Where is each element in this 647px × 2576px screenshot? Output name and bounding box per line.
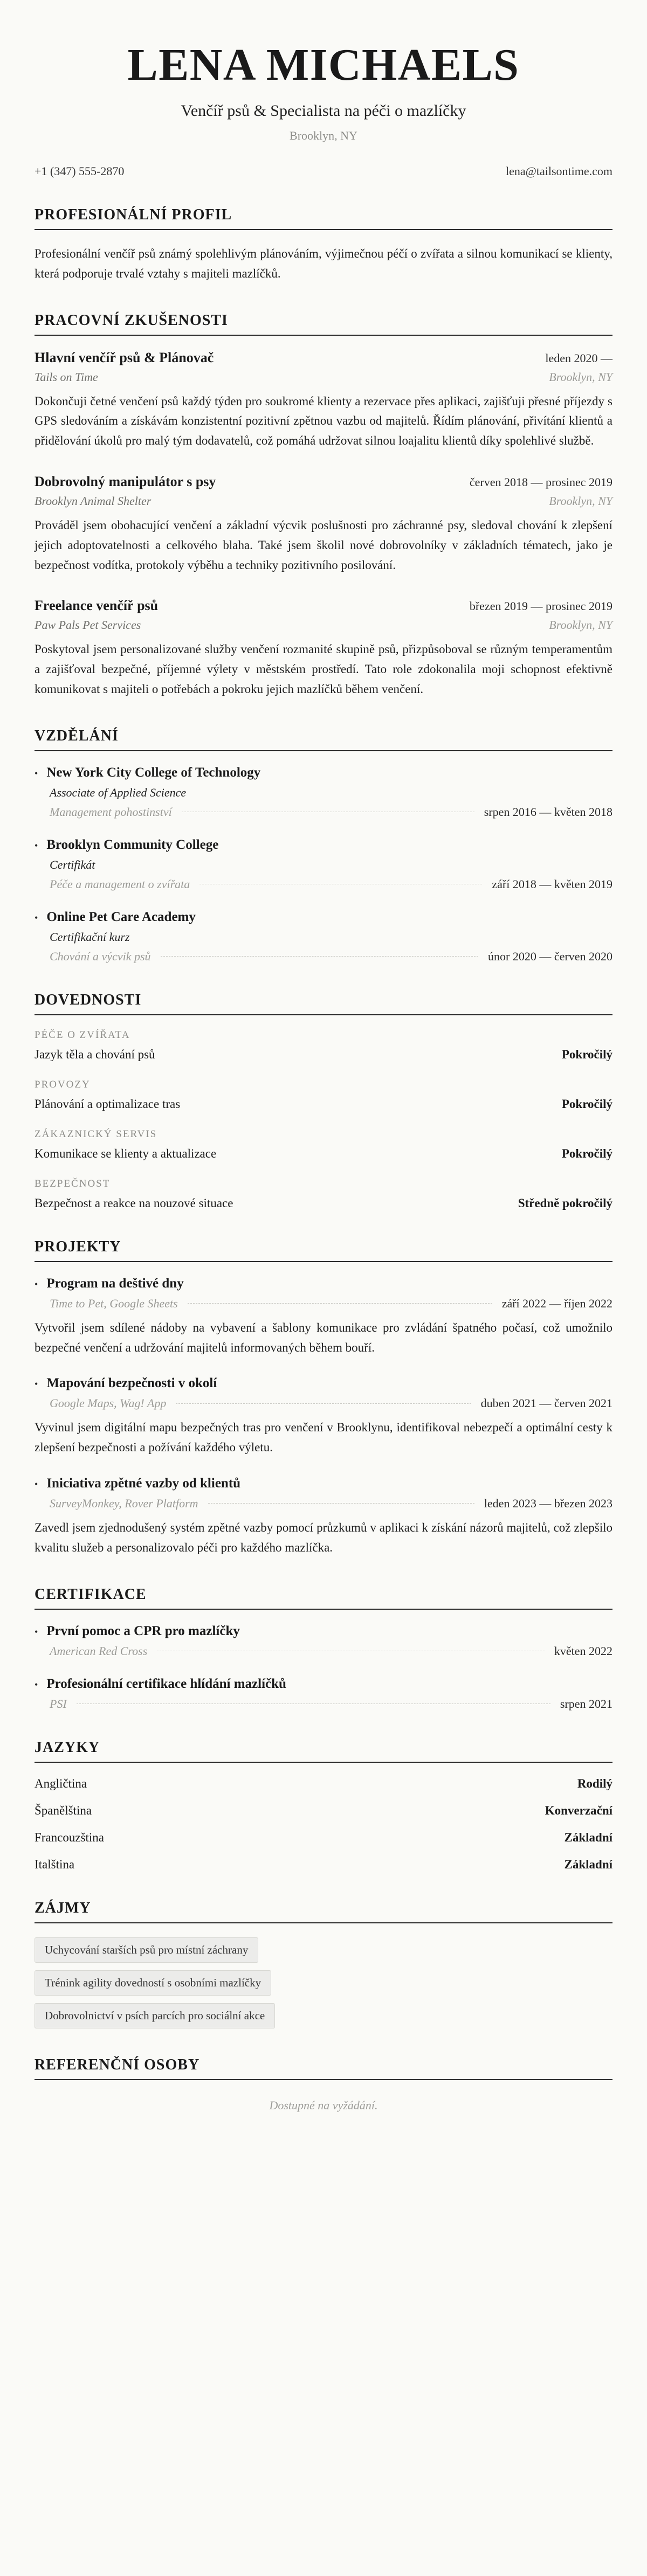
section-experience <box>35 312 612 700</box>
project-dates: září 2022 — říjen 2022 <box>501 1296 612 1310</box>
field-of-study: Péče a management o zvířata <box>50 877 190 891</box>
skill-level: Pokročilý <box>561 1146 612 1160</box>
dotted-leader <box>208 1503 474 1504</box>
project-tools: Time to Pet, Google Sheets <box>50 1296 178 1310</box>
certification-entry <box>35 1624 612 1658</box>
job-dates: leden 2020 — <box>545 351 612 365</box>
project-details <box>35 1497 612 1511</box>
section-heading-interests: ZÁJMY <box>35 1900 612 1923</box>
profile-text: Profesionální venčíř psů známý spolehlivým plánováním, výjimečnou péčí o zvířata a silnou komunikací se klienty, která podporuje trvalé vztahy s majiteli mazlíčků. <box>35 247 612 280</box>
education-field-row <box>50 877 612 891</box>
project-description: Vytvořil jsem sdílené nádoby na vybavení a šablony komunikace pro zvládání špatného počasí, což umožnilo bezpečné venčení a udržování majitelů informovaných během bouří. <box>35 1320 612 1354</box>
language-level: Rodilý <box>577 1776 612 1790</box>
project-tools: SurveyMonkey, Rover Platform <box>50 1496 198 1510</box>
section-heading-education: VZDĚLÁNÍ <box>35 728 612 751</box>
experience-entry <box>35 474 612 575</box>
job-company: Paw Pals Pet Services <box>35 618 141 632</box>
section-profile <box>35 206 612 284</box>
job-dates: červen 2018 — prosinec 2019 <box>469 475 612 489</box>
certification-date: květen 2022 <box>554 1644 612 1658</box>
references-note: Dostupné na vyžádání. <box>269 2098 378 2112</box>
dotted-leader <box>176 1403 471 1404</box>
project-description: Zavedl jsem zjednodušený systém zpětné vazby pomocí průzkumů v aplikaci k získání názorů majitelů, což zlepšilo kvalitu služeb a personalizovalo péči pro každého mazlíčka. <box>35 1520 612 1554</box>
education-entry <box>35 765 612 819</box>
job-description: Prováděl jsem obohacující venčení a základní výcvik poslušnosti pro záchranné psy, sledoval chování k zlepšení jejich adoptovatelnosti a celkového blaha. Také jsem školil nové dobrovolníky v základních tématech, jako je bezpečnost vodítka, protokoly výběhu a techniky pozitivního posilování. <box>35 518 612 572</box>
skill-row <box>35 1048 612 1062</box>
skill-group <box>35 1128 612 1161</box>
skill-level: Středně pokročilý <box>518 1196 612 1210</box>
field-of-study: Management pohostinství <box>50 805 172 819</box>
skill-row <box>35 1196 612 1210</box>
section-heading-projects: PROJEKTY <box>35 1238 612 1262</box>
job-location: Brooklyn, NY <box>549 494 612 508</box>
skill-level: Pokročilý <box>561 1097 612 1111</box>
skill-name: Plánování a optimalizace tras <box>35 1097 181 1111</box>
skill-category: BEZPEČNOST <box>35 1178 111 1189</box>
education-field-row <box>50 805 612 819</box>
phone-number: +1 (347) 555-2870 <box>35 164 125 178</box>
section-languages <box>35 1739 612 1872</box>
language-row <box>35 1804 612 1818</box>
education-entry <box>35 837 612 891</box>
project-dates: duben 2021 — červen 2021 <box>480 1396 612 1410</box>
skill-category: ZÁKAZNICKÝ SERVIS <box>35 1128 157 1140</box>
job-dates: březen 2019 — prosinec 2019 <box>469 599 612 613</box>
certification-details <box>35 1697 612 1711</box>
language-name: Španělština <box>35 1803 92 1817</box>
interest-tag: Dobrovolnictví v psích parcích pro sociální akce <box>35 2003 275 2028</box>
education-details <box>35 786 612 819</box>
section-heading-languages: JAZYKY <box>35 1739 612 1763</box>
project-name: • Iniciativa zpětné vazby od klientů <box>35 1476 612 1491</box>
certification-name: • První pomoc a CPR pro mazlíčky <box>35 1624 612 1639</box>
contact-row <box>35 164 612 178</box>
language-name: Francouzština <box>35 1830 105 1844</box>
skill-name: Komunikace se klienty a aktualizace <box>35 1146 217 1160</box>
job-title-row <box>35 350 612 366</box>
project-tools: Google Maps, Wag! App <box>50 1396 167 1410</box>
project-details <box>35 1297 612 1311</box>
education-dates: únor 2020 — červen 2020 <box>488 949 612 963</box>
job-company: Brooklyn Animal Shelter <box>35 494 152 508</box>
job-location: Brooklyn, NY <box>549 618 612 632</box>
skill-group <box>35 1178 612 1210</box>
degree: Certifikační kurz <box>50 930 130 944</box>
interest-tag: Uchycování starších psů pro místní záchrany <box>35 1937 258 1963</box>
school-name: • Online Pet Care Academy <box>35 910 612 925</box>
interest-tag: Trénink agility dovedností s osobními mazlíčky <box>35 1970 271 1996</box>
project-dates: leden 2023 — březen 2023 <box>484 1496 612 1510</box>
dotted-leader <box>161 956 478 957</box>
skill-name: Jazyk těla a chování psů <box>35 1047 155 1061</box>
education-dates: září 2018 — květen 2019 <box>492 877 612 891</box>
section-projects <box>35 1238 612 1558</box>
person-name: LENA MICHAELS <box>127 40 520 90</box>
job-description: Poskytoval jsem personalizované služby venčení rozmanité skupině psů, přizpůsoboval se různým temperamentům a zajišťoval bezpečné, příjemné výlety v městském prostředí. Tato role zdokonalila moji schopnost efektivně komunikovat s majiteli o potřebách a pokroku jejich mazlíčků během venčení. <box>35 642 612 696</box>
experience-entry <box>35 598 612 699</box>
job-title-row <box>35 598 612 614</box>
skill-group <box>35 1079 612 1111</box>
section-heading-skills: DOVEDNOSTI <box>35 992 612 1015</box>
skill-row <box>35 1147 612 1161</box>
language-level: Konverzační <box>545 1803 612 1817</box>
education-dates: srpen 2016 — květen 2018 <box>484 805 612 819</box>
education-field-row <box>50 950 612 964</box>
dotted-leader <box>188 1303 492 1304</box>
certification-issuer: American Red Cross <box>50 1644 148 1658</box>
language-row <box>35 1858 612 1872</box>
section-certifications <box>35 1586 612 1711</box>
job-company: Tails on Time <box>35 370 98 384</box>
experience-entry <box>35 350 612 451</box>
education-entry <box>35 910 612 964</box>
person-location: Brooklyn, NY <box>290 129 357 142</box>
section-heading-certifications: CERTIFIKACE <box>35 1586 612 1610</box>
project-entry <box>35 1276 612 1358</box>
job-meta-row <box>35 370 612 384</box>
certification-details <box>35 1644 612 1658</box>
interest-tags <box>35 1937 612 2028</box>
certification-name: • Profesionální certifikace hlídání mazlíčků <box>35 1677 612 1692</box>
language-level: Základní <box>564 1830 612 1844</box>
section-heading-experience: PRACOVNÍ ZKUŠENOSTI <box>35 312 612 336</box>
skill-category: PROVOZY <box>35 1078 91 1090</box>
certification-meta-row <box>50 1697 612 1711</box>
skill-group <box>35 1029 612 1062</box>
section-interests <box>35 1900 612 2028</box>
school-name: • Brooklyn Community College <box>35 837 612 853</box>
language-row <box>35 1777 612 1791</box>
certification-meta-row <box>50 1644 612 1658</box>
language-name: Angličtina <box>35 1776 87 1790</box>
email-address: lena@tailsontime.com <box>505 164 612 178</box>
project-meta-row <box>50 1497 612 1511</box>
section-education <box>35 728 612 964</box>
job-title: Hlavní venčíř psů & Plánovač <box>35 349 214 365</box>
job-meta-row <box>35 494 612 508</box>
skill-name: Bezpečnost a reakce na nouzové situace <box>35 1196 233 1210</box>
project-meta-row <box>50 1297 612 1311</box>
resume-header <box>35 39 612 178</box>
school-name: • New York City College of Technology <box>35 765 612 780</box>
language-name: Italština <box>35 1857 75 1871</box>
section-heading-profile: PROFESIONÁLNÍ PROFIL <box>35 206 612 230</box>
language-row <box>35 1831 612 1845</box>
project-name: • Mapování bezpečnosti v okolí <box>35 1376 612 1391</box>
job-title: Freelance venčíř psů <box>35 598 159 614</box>
skill-category: PÉČE O ZVÍŘATA <box>35 1029 130 1041</box>
field-of-study: Chování a výcvik psů <box>50 949 151 963</box>
job-description: Dokončuji četné venčení psů každý týden pro soukromé klienty a rezervace přes aplikaci, zajišťuji přesné příjezdy s GPS sledováním a získávám konzistentní pozitivní zpětnou vazbu od majitelů. Řídím plánování, přivítání klientů a přidělování úkolů pro malý tým dodavatelů, což pomáhá udržovat silnou loajalitu klientů díky spolehlivé službě. <box>35 394 612 448</box>
certification-date: srpen 2021 <box>560 1696 612 1711</box>
certification-issuer: PSI <box>50 1696 67 1711</box>
project-description: Vyvinul jsem digitální mapu bezpečných tras pro venčení v Brooklynu, identifikoval nebezpečí a optimální cesty k zlepšení bezpečnosti a požívání každého výletu. <box>35 1421 612 1455</box>
skill-level: Pokročilý <box>561 1047 612 1061</box>
project-meta-row <box>50 1396 612 1410</box>
degree: Certifikát <box>50 857 95 871</box>
skill-row <box>35 1097 612 1111</box>
degree: Associate of Applied Science <box>50 785 187 799</box>
job-meta-row <box>35 618 612 632</box>
project-details <box>35 1396 612 1410</box>
job-title: Dobrovolný manipulátor s psy <box>35 473 216 489</box>
section-heading-references: REFERENČNÍ OSOBY <box>35 2056 612 2080</box>
certification-entry <box>35 1677 612 1711</box>
language-level: Základní <box>564 1857 612 1871</box>
section-skills <box>35 992 612 1210</box>
section-references <box>35 2056 612 2113</box>
project-name: • Program na deštivé dny <box>35 1276 612 1291</box>
project-entry <box>35 1376 612 1458</box>
job-location: Brooklyn, NY <box>549 370 612 384</box>
education-details <box>35 930 612 964</box>
person-title: Venčíř psů & Specialista na péči o mazlíčky <box>181 102 466 120</box>
project-entry <box>35 1476 612 1558</box>
education-details <box>35 858 612 891</box>
job-title-row <box>35 474 612 490</box>
